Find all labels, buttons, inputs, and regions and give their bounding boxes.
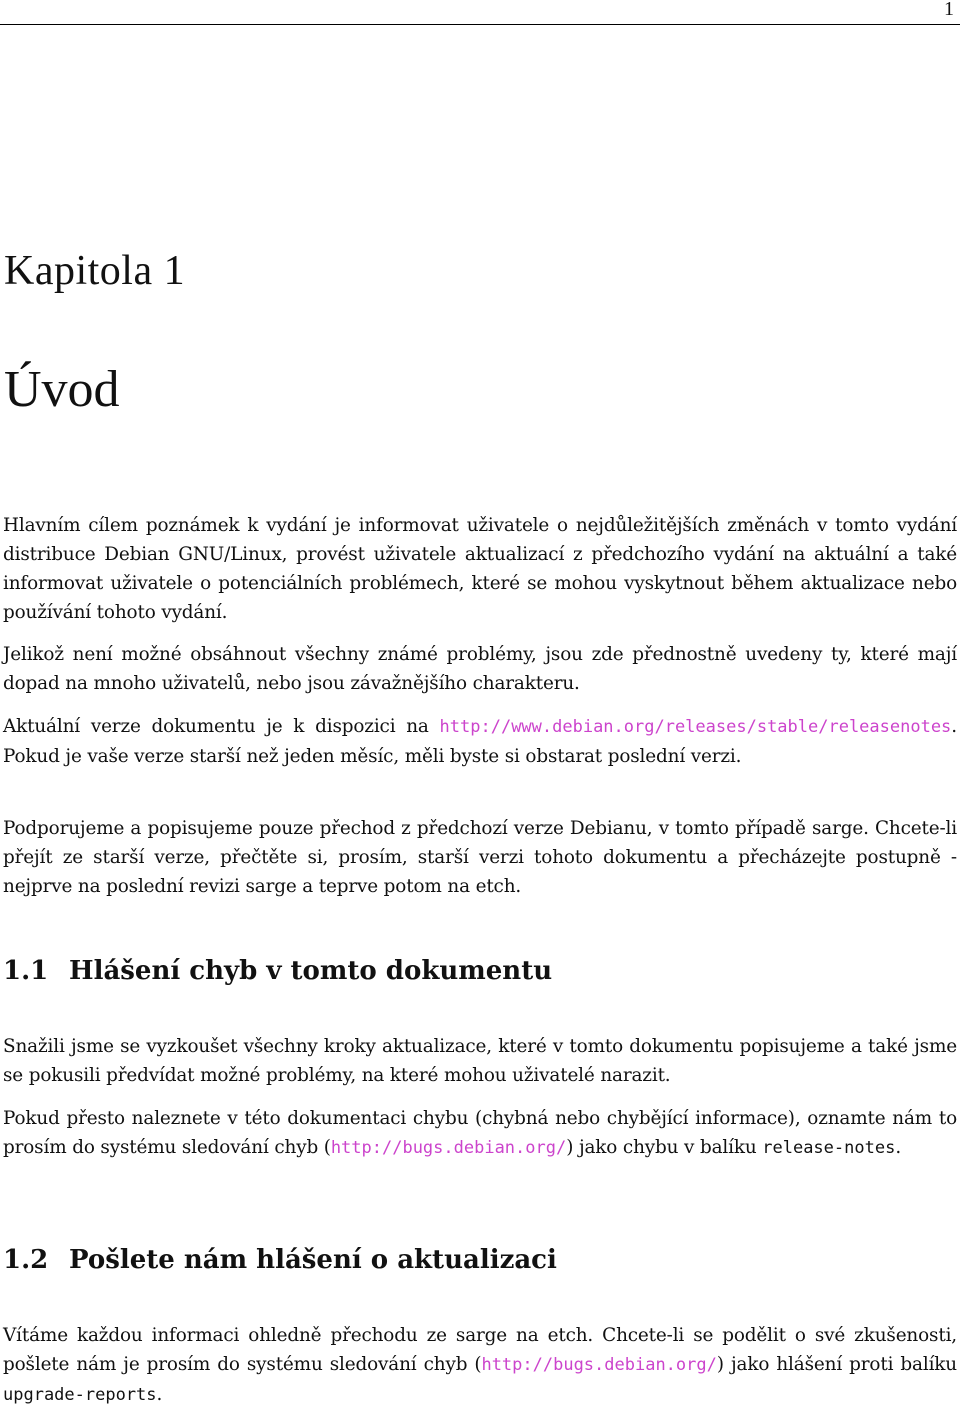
page-number: 1	[944, 0, 954, 20]
section-1-2-title: Pošlete nám hlášení o aktualizaci	[69, 1245, 557, 1275]
section-1-1-paragraph-2-prefix: Pokud přesto naleznete v této dokumentaci chybu (chybná nebo chybějící informace), oznamte nám to prosím do systému sledování chyb (	[3, 1108, 957, 1158]
section-1-2-number: 1.2	[3, 1245, 49, 1275]
page-header	[0, 0, 960, 25]
section-1-1-paragraph-2	[3, 1104, 957, 1163]
section-1-1-paragraph-2-middle: ) jako chybu v balíku	[566, 1137, 763, 1158]
chapter-title: Úvod	[4, 361, 120, 418]
release-notes-link[interactable]: http://www.debian.org/releases/stable/releasenotes	[439, 717, 952, 737]
section-1-2-paragraph-1-prefix: Vítáme každou informaci ohledně přechodu ze sarge na etch. Chcete-li se podělit o své zkušenosti, pošlete nám je prosím do systému sledování chyb (	[3, 1325, 957, 1375]
release-notes-package: release-notes	[762, 1138, 896, 1158]
intro-paragraph-2: Jelikož není možné obsáhnout všechny známé problémy, jsou zde přednostně uvedeny ty, které mají dopad na mnoho uživatelů, nebo jsou závažnějšího charakteru.	[3, 644, 957, 694]
chapter-label: Kapitola 1	[4, 248, 186, 294]
intro-paragraph-3	[3, 712, 957, 771]
section-1-2-paragraph-1	[3, 1321, 957, 1410]
bug-tracker-link-2[interactable]: http://bugs.debian.org/	[481, 1355, 717, 1375]
intro-paragraph-4: Podporujeme a popisujeme pouze přechod z předchozí verze Debianu, v tomto případě sarge. Chcete-li přejít ze starší verze, přečtěte si, prosím, starší verzi tohoto dokumentu a přecházejte postupně - nejprve na poslední revizi sarge a teprve potom na etch.	[3, 818, 957, 897]
intro-paragraph-1: Hlavním cílem poznámek k vydání je informovat uživatele o nejdůležitějších změnách v tomto vydání distribuce Debian GNU/Linux, provést uživatele aktualizací z předchozího vydání na aktuální a také informovat uživatele o potenciálních problémech, které se mohou vyskytnout během aktualizace nebo používání tohoto vydání.	[3, 515, 957, 623]
intro-paragraph-3-prefix: Aktuální verze dokumentu je k dispozici na	[3, 716, 440, 737]
section-1-2-heading	[3, 1245, 557, 1275]
section-1-1-number: 1.1	[3, 956, 49, 986]
intro-paragraph-3-suffix: . Pokud je vaše verze starší než jeden měsíc, měli byste si obstarat poslední verzi.	[3, 716, 957, 767]
section-1-1-paragraph-2-suffix: .	[895, 1137, 902, 1158]
section-1-2-paragraph-1-suffix: .	[156, 1384, 163, 1405]
upgrade-reports-package: upgrade-reports	[3, 1385, 157, 1405]
section-1-1-paragraph-1: Snažili jsme se vyzkoušet všechny kroky aktualizace, které v tomto dokumentu popisujeme a také jsme se pokusili předvídat možné problémy, na které mohou uživatelé narazit.	[3, 1036, 957, 1086]
section-1-1-heading	[3, 956, 552, 986]
section-1-2-paragraph-1-middle: ) jako hlášení proti balíku	[716, 1354, 957, 1375]
section-1-1-title: Hlášení chyb v tomto dokumentu	[69, 956, 553, 986]
bug-tracker-link[interactable]: http://bugs.debian.org/	[330, 1138, 567, 1158]
